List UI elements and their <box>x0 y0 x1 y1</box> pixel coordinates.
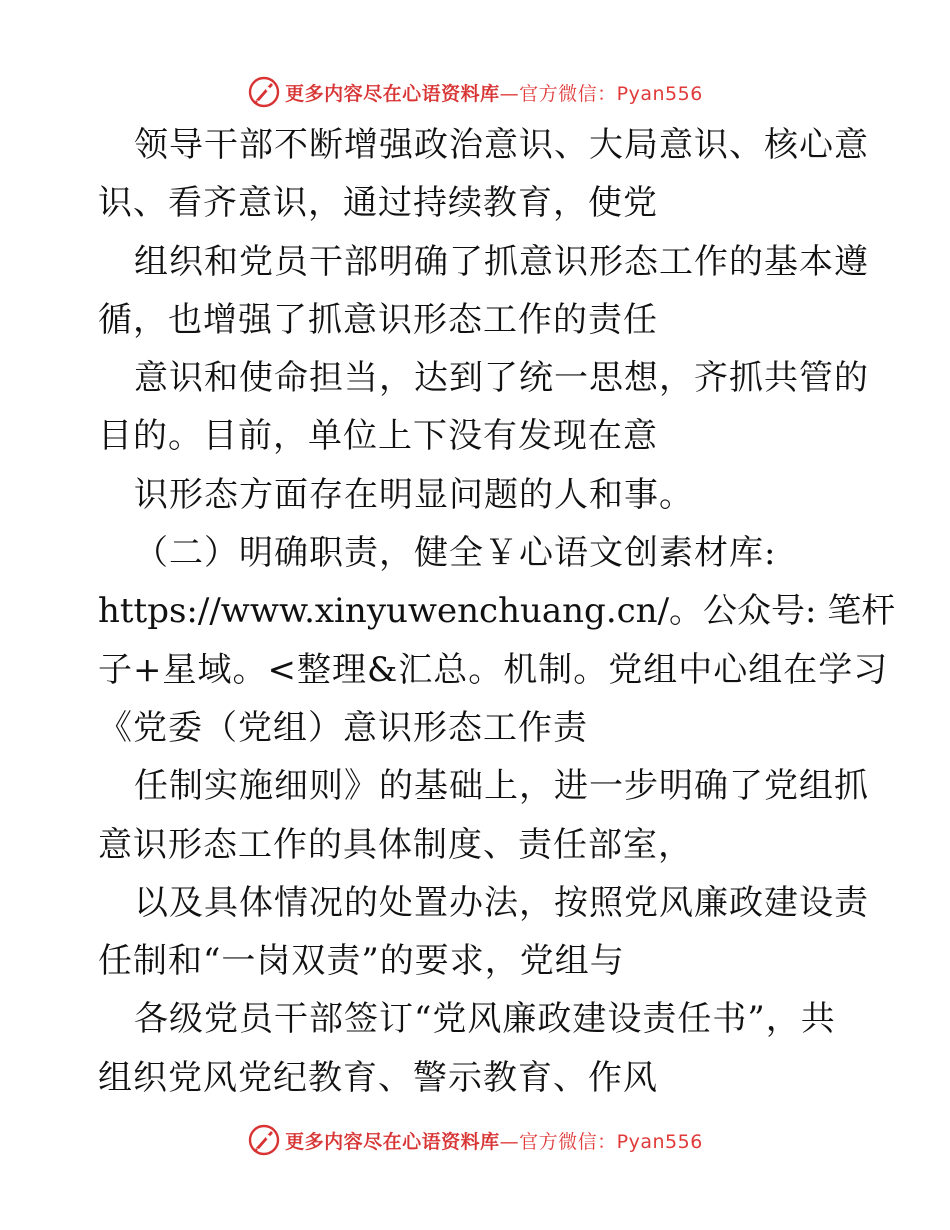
header-watermark-contact: —官方微信：Pyan556 <box>499 82 703 105</box>
body-line-14: 以及具体情况的处置办法，按照党风廉政建设责 <box>134 882 869 923</box>
body-line-17: 组织党风党纪教育、警示教育、作风 <box>98 1057 658 1098</box>
header-watermark-text <box>285 79 703 106</box>
quill-pen-logo-icon <box>247 75 281 109</box>
body-line-16: 各级党员干部签订“党风廉政建设责任书”，共 <box>134 999 836 1040</box>
body-line-5: 意识和使命担当，达到了统一思想，齐抓共管的 <box>134 358 869 399</box>
body-line-3: 组织和党员干部明确了抓意识形态工作的基本遵 <box>134 241 869 282</box>
document-body <box>98 116 896 1107</box>
body-line-15: 任制和“一岗双责”的要求，党组与 <box>98 941 625 982</box>
body-line-6: 目的。目前，单位上下没有发现在意 <box>98 416 658 457</box>
body-line-13: 意识形态工作的具体制度、责任部室， <box>98 824 693 865</box>
section-heading-line: （二）明确职责，健全￥心语文创素材库: <box>134 533 777 574</box>
footer-watermark-contact: —官方微信：Pyan556 <box>499 1130 703 1153</box>
body-line-11: 《党委（党组）意识形态工作责 <box>98 707 588 748</box>
body-line-7: 识形态方面存在明显问题的人和事。 <box>134 474 694 515</box>
quill-pen-logo-icon <box>247 1123 281 1157</box>
body-line-1: 领导干部不断增强政治意识、大局意识、核心意 <box>134 125 869 165</box>
body-line-4: 循，也增强了抓意识形态工作的责任 <box>98 299 658 340</box>
body-line-10: 子+星域。<整理&汇总。机制。党组中心组在学习 <box>98 649 889 690</box>
header-watermark-brand: 更多内容尽在心语资料库 <box>285 82 500 105</box>
footer-watermark-brand: 更多内容尽在心语资料库 <box>285 1130 500 1153</box>
footer-watermark-banner <box>0 1120 950 1160</box>
header-watermark-banner <box>0 72 950 112</box>
body-line-2: 识、看齐意识，通过持续教育，使党 <box>98 183 658 224</box>
body-line-12: 任制实施细则》的基础上，进一步明确了党组抓 <box>134 766 869 807</box>
body-line-url: https://www.xinyuwenchuang.cn/。公众号: 笔杆 <box>98 591 896 632</box>
footer-watermark-text <box>285 1127 703 1154</box>
